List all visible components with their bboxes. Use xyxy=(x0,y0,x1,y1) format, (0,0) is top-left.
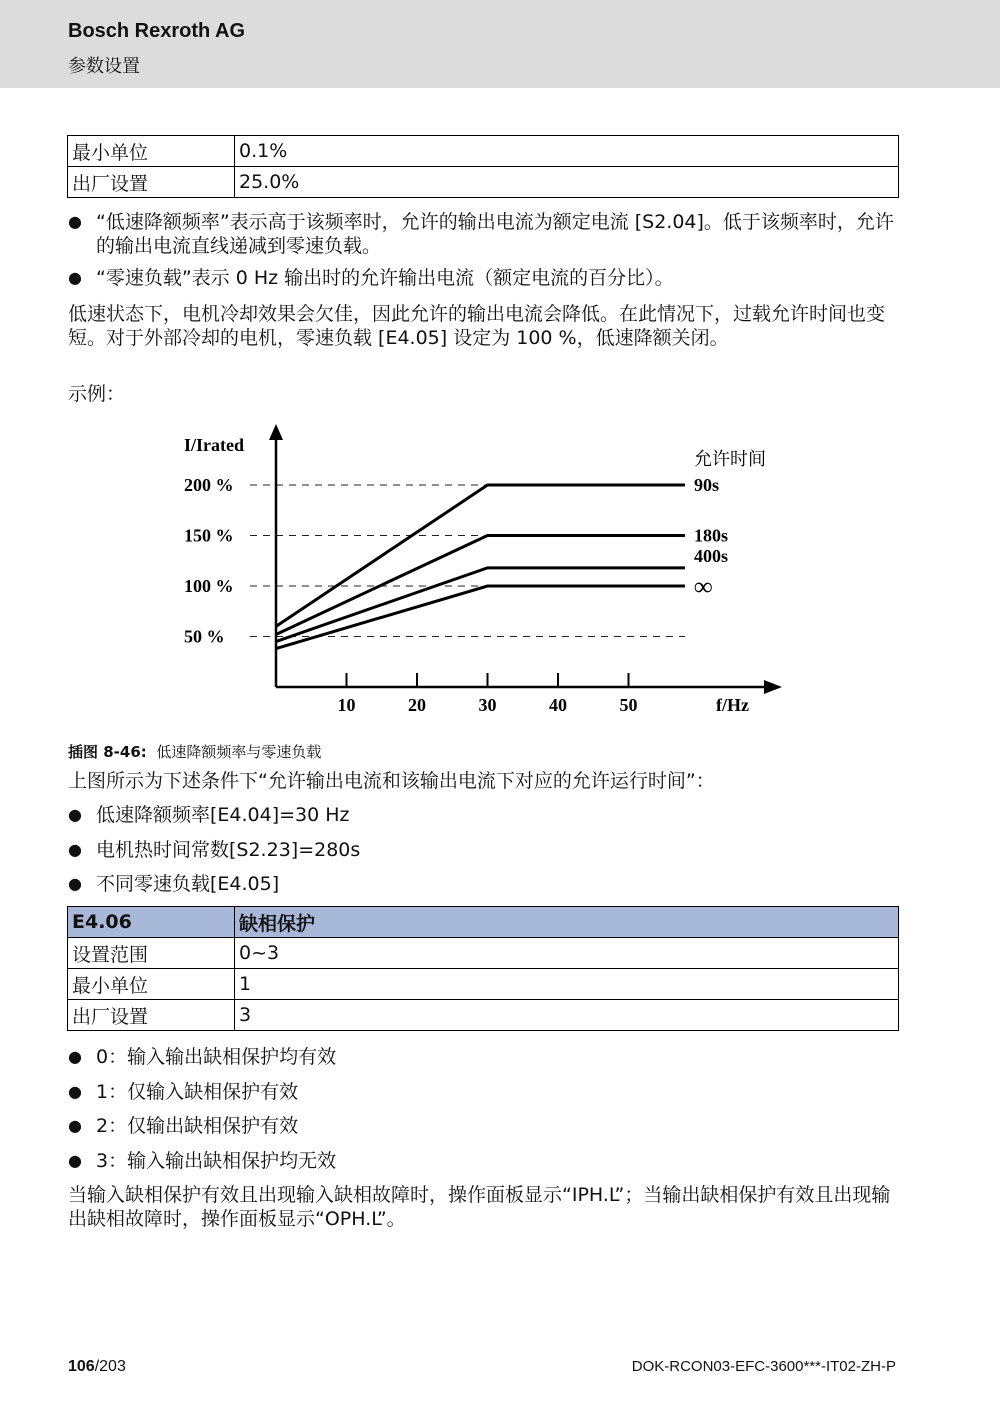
table-key: 最小单位 xyxy=(68,136,235,167)
bullet-item xyxy=(68,1080,900,1104)
table-row xyxy=(68,136,899,167)
derating-chart xyxy=(170,418,810,728)
bullet-text: 1：仅输入缺相保护有效 xyxy=(96,1081,299,1103)
table-key: 设置范围 xyxy=(68,938,235,969)
x-axis-label: f/Hz xyxy=(716,695,749,715)
y-tick-label: 100 % xyxy=(184,576,234,596)
series-line-∞ xyxy=(276,586,685,649)
paragraph: 当输入缺相保护有效且出现输入缺相故障时，操作面板显示“IPH.L”；当输出缺相保护有效且出现输出缺相故障时，操作面板显示“OPH.L”。 xyxy=(68,1184,891,1230)
y-tick-label: 150 % xyxy=(184,525,234,546)
table-key: 最小单位 xyxy=(68,969,235,1000)
page-total: /203 xyxy=(94,1358,126,1375)
series-lines xyxy=(276,475,728,649)
table-key: 出厂设置 xyxy=(68,1000,235,1031)
page-current: 106 xyxy=(68,1358,95,1375)
figure-caption xyxy=(68,741,321,762)
bullet-icon: ● xyxy=(68,840,82,859)
parameter-table-1 xyxy=(67,135,899,198)
bullet-icon: ● xyxy=(68,1047,82,1066)
bullet-item xyxy=(68,838,900,862)
bullet-icon: ● xyxy=(68,268,82,287)
bullet-text: 电机热时间常数[S2.23]=280s xyxy=(96,839,361,861)
bullet-icon: ● xyxy=(68,1082,82,1101)
bullet-text: “零速负载”表示 0 Hz 输出时的允许输出电流（额定电流的百分比）。 xyxy=(96,267,674,289)
bullet-text: 2：仅输出缺相保护有效 xyxy=(96,1115,299,1137)
bullet-item xyxy=(68,803,900,827)
series-label: 400s xyxy=(694,545,729,566)
bullet-item xyxy=(68,1149,900,1173)
parameter-name: 缺相保护 xyxy=(235,907,899,938)
table-row xyxy=(68,969,899,1000)
section-title: 参数设置 xyxy=(68,56,140,77)
x-tick-label: 10 xyxy=(337,695,356,715)
parameter-code: E4.06 xyxy=(68,907,235,938)
paragraph: 低速状态下，电机冷却效果会欠佳，因此允许的输出电流会降低。在此情况下，过载允许时间也变短。对于外部冷却的电机，零速负载 [E4.05] 设定为 100 %，低速降额关闭。 xyxy=(68,303,886,349)
x-tick-label: 30 xyxy=(478,695,497,715)
bullet-item xyxy=(68,1114,900,1138)
bullet-text: 低速降额频率[E4.04]=30 Hz xyxy=(96,804,350,826)
bullet-text: 3：输入输出缺相保护均无效 xyxy=(96,1150,337,1172)
caption-label: 插图 8-46: xyxy=(68,743,147,761)
x-axis-arrow xyxy=(764,680,782,694)
table-value: 25.0% xyxy=(235,167,899,198)
bullet-icon: ● xyxy=(68,1116,82,1135)
paragraph: 上图所示为下述条件下“允许输出电流和该输出电流下对应的允许运行时间”： xyxy=(68,770,715,792)
y-axis-label: I/Irated xyxy=(184,435,244,455)
y-tick-label: 200 % xyxy=(184,475,234,495)
bullet-text: 不同零速负载[E4.05] xyxy=(96,873,280,895)
table-value: 0.1% xyxy=(235,136,899,167)
bullet-text: 0：输入输出缺相保护均有效 xyxy=(96,1046,337,1068)
bullet-item xyxy=(68,872,900,896)
x-tick-label: 50 xyxy=(619,695,638,715)
bullet-icon: ● xyxy=(68,212,82,231)
y-axis-arrow xyxy=(269,424,283,440)
bullet-item xyxy=(68,266,900,290)
parameter-table-2 xyxy=(67,906,899,1031)
example-label: 示例： xyxy=(68,383,126,405)
table-key: 出厂设置 xyxy=(68,167,235,198)
bullet-icon: ● xyxy=(68,874,82,893)
x-tick-label: 20 xyxy=(408,695,426,715)
bullet-text: “低速降额频率”表示高于该频率时，允许的输出电流为额定电流 [S2.04]。低于该频率时，允许的输出电流直线递减到零速负载。 xyxy=(96,211,894,257)
grid-lines xyxy=(250,485,685,637)
table-value: 3 xyxy=(235,1000,899,1031)
bullet-icon: ● xyxy=(68,1151,82,1170)
document-id: DOK-RCON03-EFC-3600***-IT02-ZH-P xyxy=(631,1358,896,1375)
legend-title: 允许时间 xyxy=(694,449,766,470)
table-value: 0~3 xyxy=(235,938,899,969)
series-label: ∞ xyxy=(694,572,713,601)
page-number xyxy=(68,1358,126,1376)
caption-text: 低速降额频率与零速负载 xyxy=(156,743,322,761)
table-value: 1 xyxy=(235,969,899,1000)
x-tick-label: 40 xyxy=(549,695,567,715)
series-label: 90s xyxy=(694,475,720,495)
company-name: Bosch Rexroth AG xyxy=(68,20,246,42)
series-label: 180s xyxy=(694,525,729,546)
table-row xyxy=(68,938,899,969)
table-row xyxy=(68,167,899,198)
table-header-row xyxy=(68,907,899,938)
bullet-item xyxy=(68,1045,900,1069)
table-row xyxy=(68,1000,899,1031)
y-tick-label: 50 % xyxy=(184,626,225,647)
bullet-icon: ● xyxy=(68,805,82,824)
bullet-item xyxy=(68,210,900,258)
page-header xyxy=(0,0,1000,88)
